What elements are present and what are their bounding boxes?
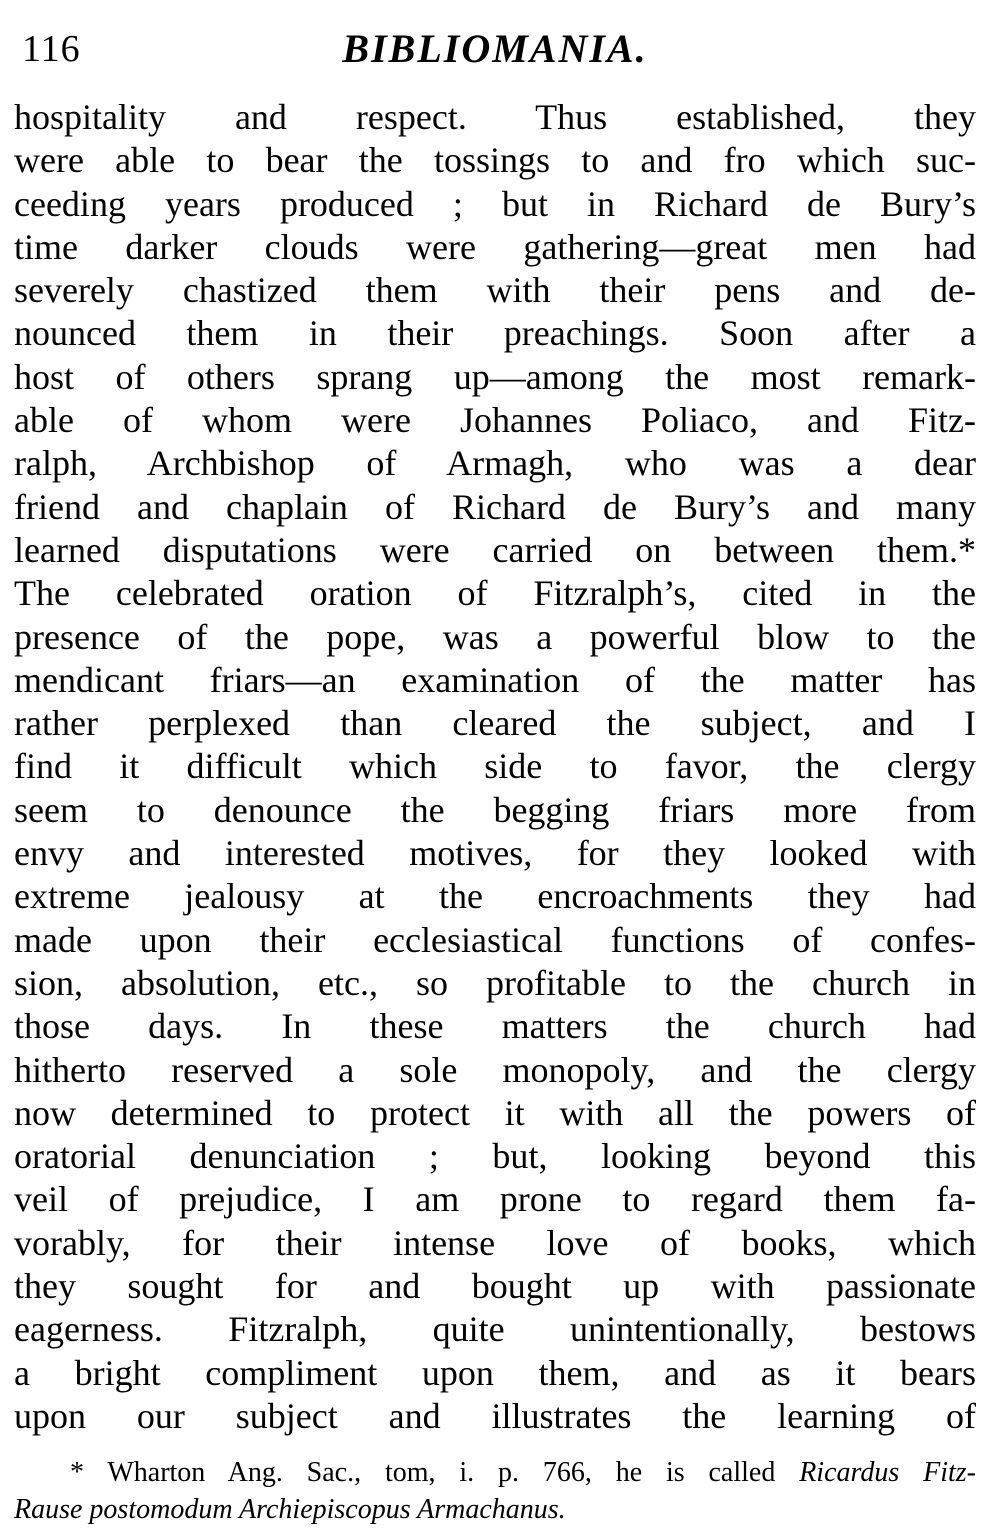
footnote-citation-italic: Ricardus Fitz- [799,1457,977,1489]
text-line: were able to bear the tossings to and fro which suc- [14,140,976,181]
text-line: upon our subject and illustrates the learning of [14,1395,976,1436]
text-line: extreme jealousy at the encroachments they had [14,876,976,917]
text-line: severely chastized them with their pens and de- [14,270,976,311]
text-line: find it difficult which side to favor, the clergy [14,746,976,787]
text-line: a bright compliment upon them, and as it bears [14,1352,976,1393]
text-line: time darker clouds were gathering—great men had [14,226,976,267]
running-title: BIBLIOMANIA. [342,26,648,71]
text-line: presence of the pope, was a powerful blow to the [14,616,976,657]
footnote [14,1454,976,1528]
text-line: vorably, for their intense love of books, which [14,1222,976,1263]
text-line: they sought for and bought up with passionate [14,1266,976,1307]
text-line: host of others sprang up—among the most remark- [14,356,976,397]
text-line: made upon their ecclesiastical functions of confes- [14,919,976,960]
footnote-line: Rause postomodum Archiepiscopus Armachanus. [14,1494,566,1526]
text-line: rather perplexed than cleared the subject, and I [14,703,976,744]
text-line: veil of prejudice, I am prone to regard them fa- [14,1179,976,1220]
text-line: friend and chaplain of Richard de Bury’s and many [14,486,976,527]
text-line: mendicant friars—an examination of the matter has [14,659,976,700]
text-line: sion, absolution, etc., so profitable to the church in [14,962,976,1003]
text-line: now determined to protect it with all the powers of [14,1092,976,1133]
text-line: oratorial denunciation ; but, looking beyond this [14,1136,976,1177]
text-line: nounced them in their preachings. Soon after a [14,313,976,354]
text-line: ceeding years produced ; but in Richard de Bury’s [14,183,976,224]
text-line: seem to denounce the begging friars more from [14,789,976,830]
page-header [14,26,976,72]
body-text [14,96,976,1438]
text-line: hospitality and respect. Thus established, they [14,97,976,137]
text-line: those days. In these matters the church had [14,1006,976,1047]
footnote-text-roman: * Wharton Ang. Sac., tom, i. p. 766, he is called [70,1457,800,1489]
text-line: able of whom were Johannes Poliaco, and Fitz- [14,400,976,441]
text-line: learned disputations were carried on between them.* [14,529,976,570]
footnote-line [14,1454,976,1491]
text-line: hitherto reserved a sole monopoly, and the clergy [14,1049,976,1090]
text-line: envy and interested motives, for they looked with [14,833,976,874]
text-line: eagerness. Fitzralph, quite unintentionally, bestows [14,1309,976,1350]
text-line: ralph, Archbishop of Armagh, who was a dear [14,443,976,484]
page-number: 116 [22,28,81,70]
text-line: The celebrated oration of Fitzralph’s, cited in the [14,573,976,614]
